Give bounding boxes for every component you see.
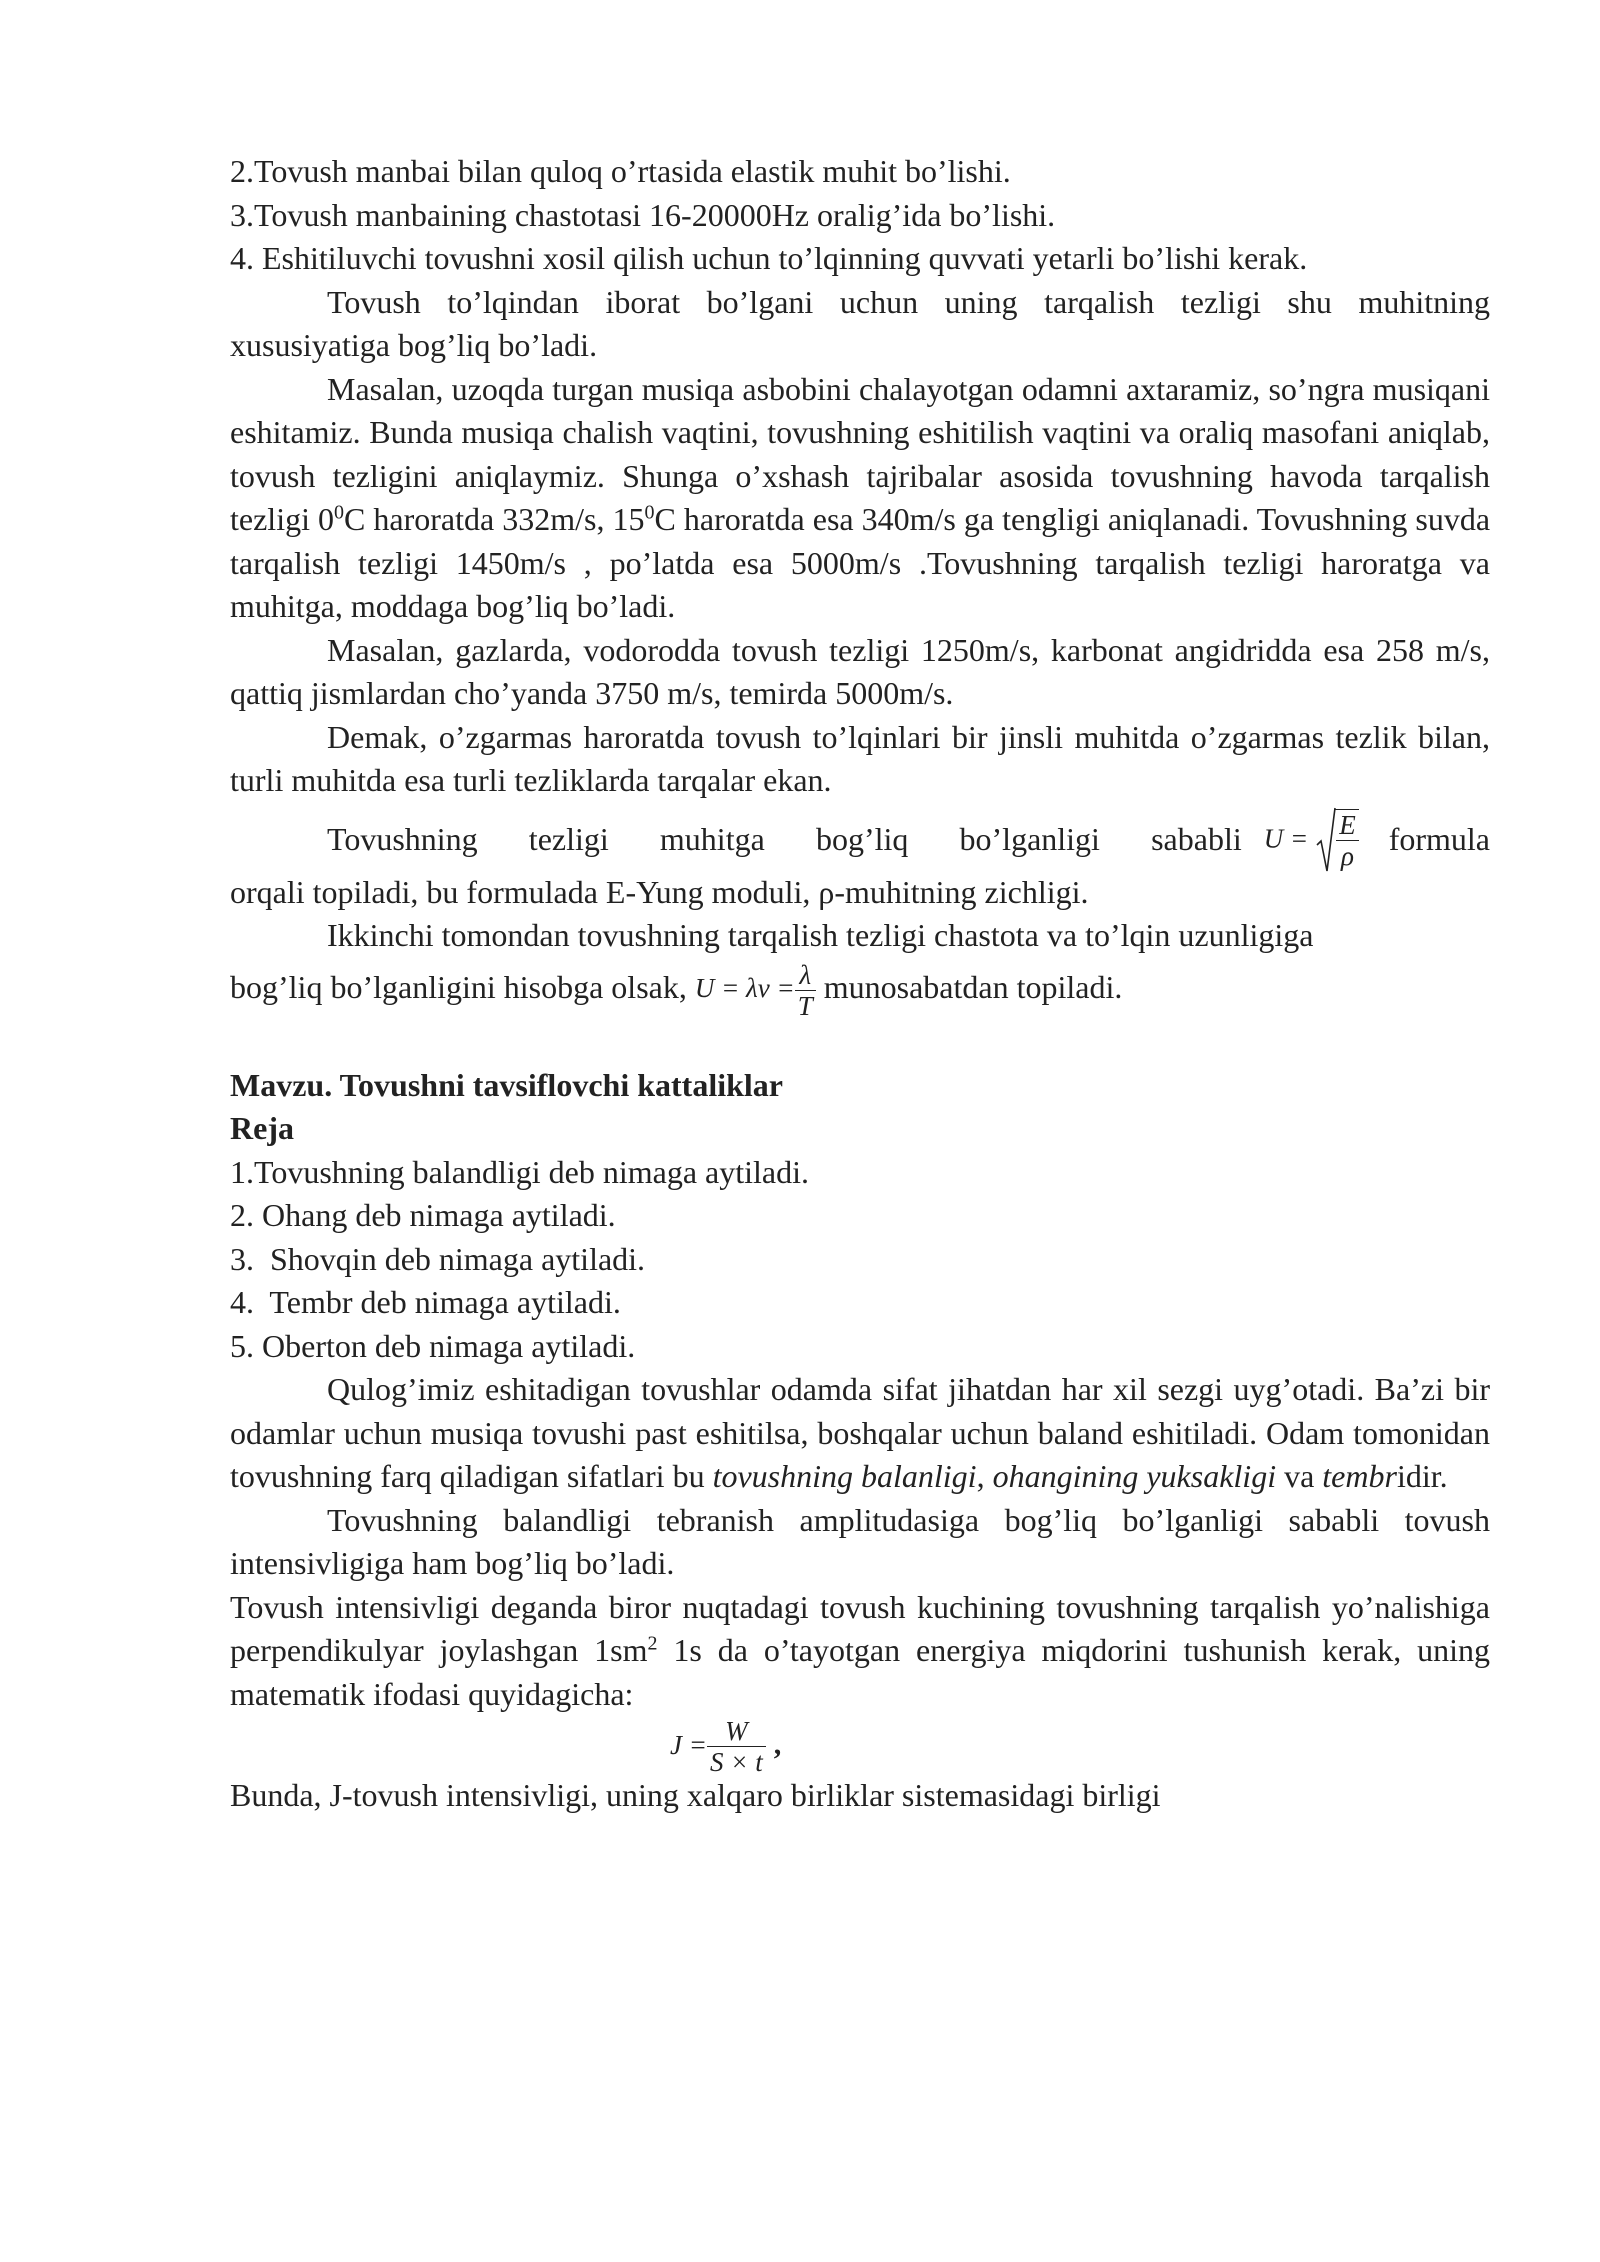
paragraph-intensity: Tovush intensivligi deganda biror nuqtadagi tovush kuchining tovushning tarqalish yo’nalishiga perpendikulyar joylashgan $1sm^2$ 1s da o’tayotgan energiya miqdorini tushunish kerak, uning matematik ifodasi quyidagicha: <box>230 1588 1491 1712</box>
condition-4: 4. Eshitiluvchi tovushni xosil qilish uchun to’lqinning quvvati yetarli bo’lishi kerak. <box>230 240 1308 276</box>
plan-item: 1.Tovushning balandligi deb nimaga aytiladi. <box>230 1153 809 1190</box>
paragraph-wave-speed: Tovush to’lqindan iborat bo’lgani uchun uning tarqalish tezligi shu muhitning xususiyatiga bog’liq bo’ladi. <box>230 283 1490 363</box>
paragraph-conclusion: Demak, o’zgarmas haroratda tovush to’lqinlari bir jinsli muhitda o’zgarmas tezlik bilan, turli muhitda esa turli tezliklarda tarqalar ekan. <box>230 718 1490 798</box>
paragraph-loudness: Tovushning balandligi tebranish amplitudasiga bog’liq bo’lganligi sababli tovush intensivligiga ham bog’liq bo’ladi. <box>230 1501 1490 1581</box>
paragraph-intensity-unit: Bunda, J-tovush intensivligi, uning xalqaro birliklar sistemasidagi birligi <box>230 1777 1161 1813</box>
plan-item: 4. Tembr deb nimaga aytiladi. <box>230 1284 621 1320</box>
paragraph-gas-speed: Masalan, gazlarda, vodorodda tovush tezligi 1250m/s, karbonat angidridda esa 258 m/s, qattiq jismlardan cho’yanda 3750 m/s, temirda 5000m/s. <box>230 631 1490 711</box>
paragraph-air-speed: Masalan, uzoqda turgan musiqa asbobini chalayotgan odamni axtaramiz, so’ngra musiqani eshitamiz. Bunda musiqa chalish vaqtini, tovushning eshitilish vaqtini va oraliq masofani aniqlab, tovush tezligini aniqlaymiz. Shunga o’xshash tajribalar asosida tovushning havoda tarqalish tezligi $0^0C$ haroratda 332m/s, $15^0C$ haroratda esa 340m/s ga tengligi aniqlanadi. Tovushning suvda tarqalish tezligi 1450m/s , po’latda esa 5000m/s .Tovushning tarqalish tezligi haroratga va muhitga, moddaga bog’liq bo’ladi. <box>230 370 1491 624</box>
paragraph-frequency: Ikkinchi tomondan tovushning tarqalish tezligi chastota va to’lqin uzunligiga <box>327 917 1314 953</box>
section-heading: Mavzu. Tovushni tavsiflovchi kattaliklar <box>230 1066 783 1103</box>
plan-item: 2. Ohang deb nimaga aytiladi. <box>230 1197 616 1233</box>
paragraph-formula-elastic-cont: orqali topiladi, bu formulada E-Yung moduli, ρ-muhitning zichligi. <box>230 873 1089 910</box>
plan-item: 5. Oberton deb nimaga aytiladi. <box>230 1327 636 1364</box>
formula-intensity: J = $\frac{W}{S \times t}$ , <box>670 1716 782 1777</box>
condition-3: 3.Tovush manbaining chastotasi 16-20000Hz oralig’ida bo’lishi. <box>230 196 1056 233</box>
paragraph-sound-qualities: Qulog’imiz eshitadigan tovushlar odamda sifat jihatdan har xil sezgi uyg’otadi. Ba’zi bir odamlar uchun musiqa tovushi past eshitilsa, boshqalar uchun baland eshitiladi. Odam tomonidan tovushning farq qiladigan sifatlari bu tovushning balanligi, ohangining yuksakligi va tembridir. <box>230 1371 1490 1494</box>
plan-item: 3. Shovqin deb nimaga aytiladi. <box>230 1240 646 1277</box>
formula-speed-wavelength: U = λν = $\frac{\lambda}{T}$ <box>695 968 824 1004</box>
condition-2: 2.Tovush manbai bilan quloq o’rtasida elastik muhit bo’lishi. <box>230 153 1011 189</box>
paragraph-frequency-formula: bog’liq bo’lganligini hisobga olsak, U = λν = $\frac{\lambda}{T}$ munosabatdan topiladi. <box>230 959 1123 1021</box>
sqrt-sign-icon: $\frac{E}{\rho}$ <box>1316 809 1359 871</box>
formula-speed-elastic: U = $\frac{E}{\rho}$ <box>1264 809 1359 871</box>
paragraph-formula-elastic: Tovushning tezligi muhitga bog’liq bo’lganligi sababli U = $\frac{E}{\rho}$ formula <box>327 809 1490 871</box>
plan-heading: Reja <box>230 1110 294 1146</box>
document-page <box>230 150 1490 1818</box>
